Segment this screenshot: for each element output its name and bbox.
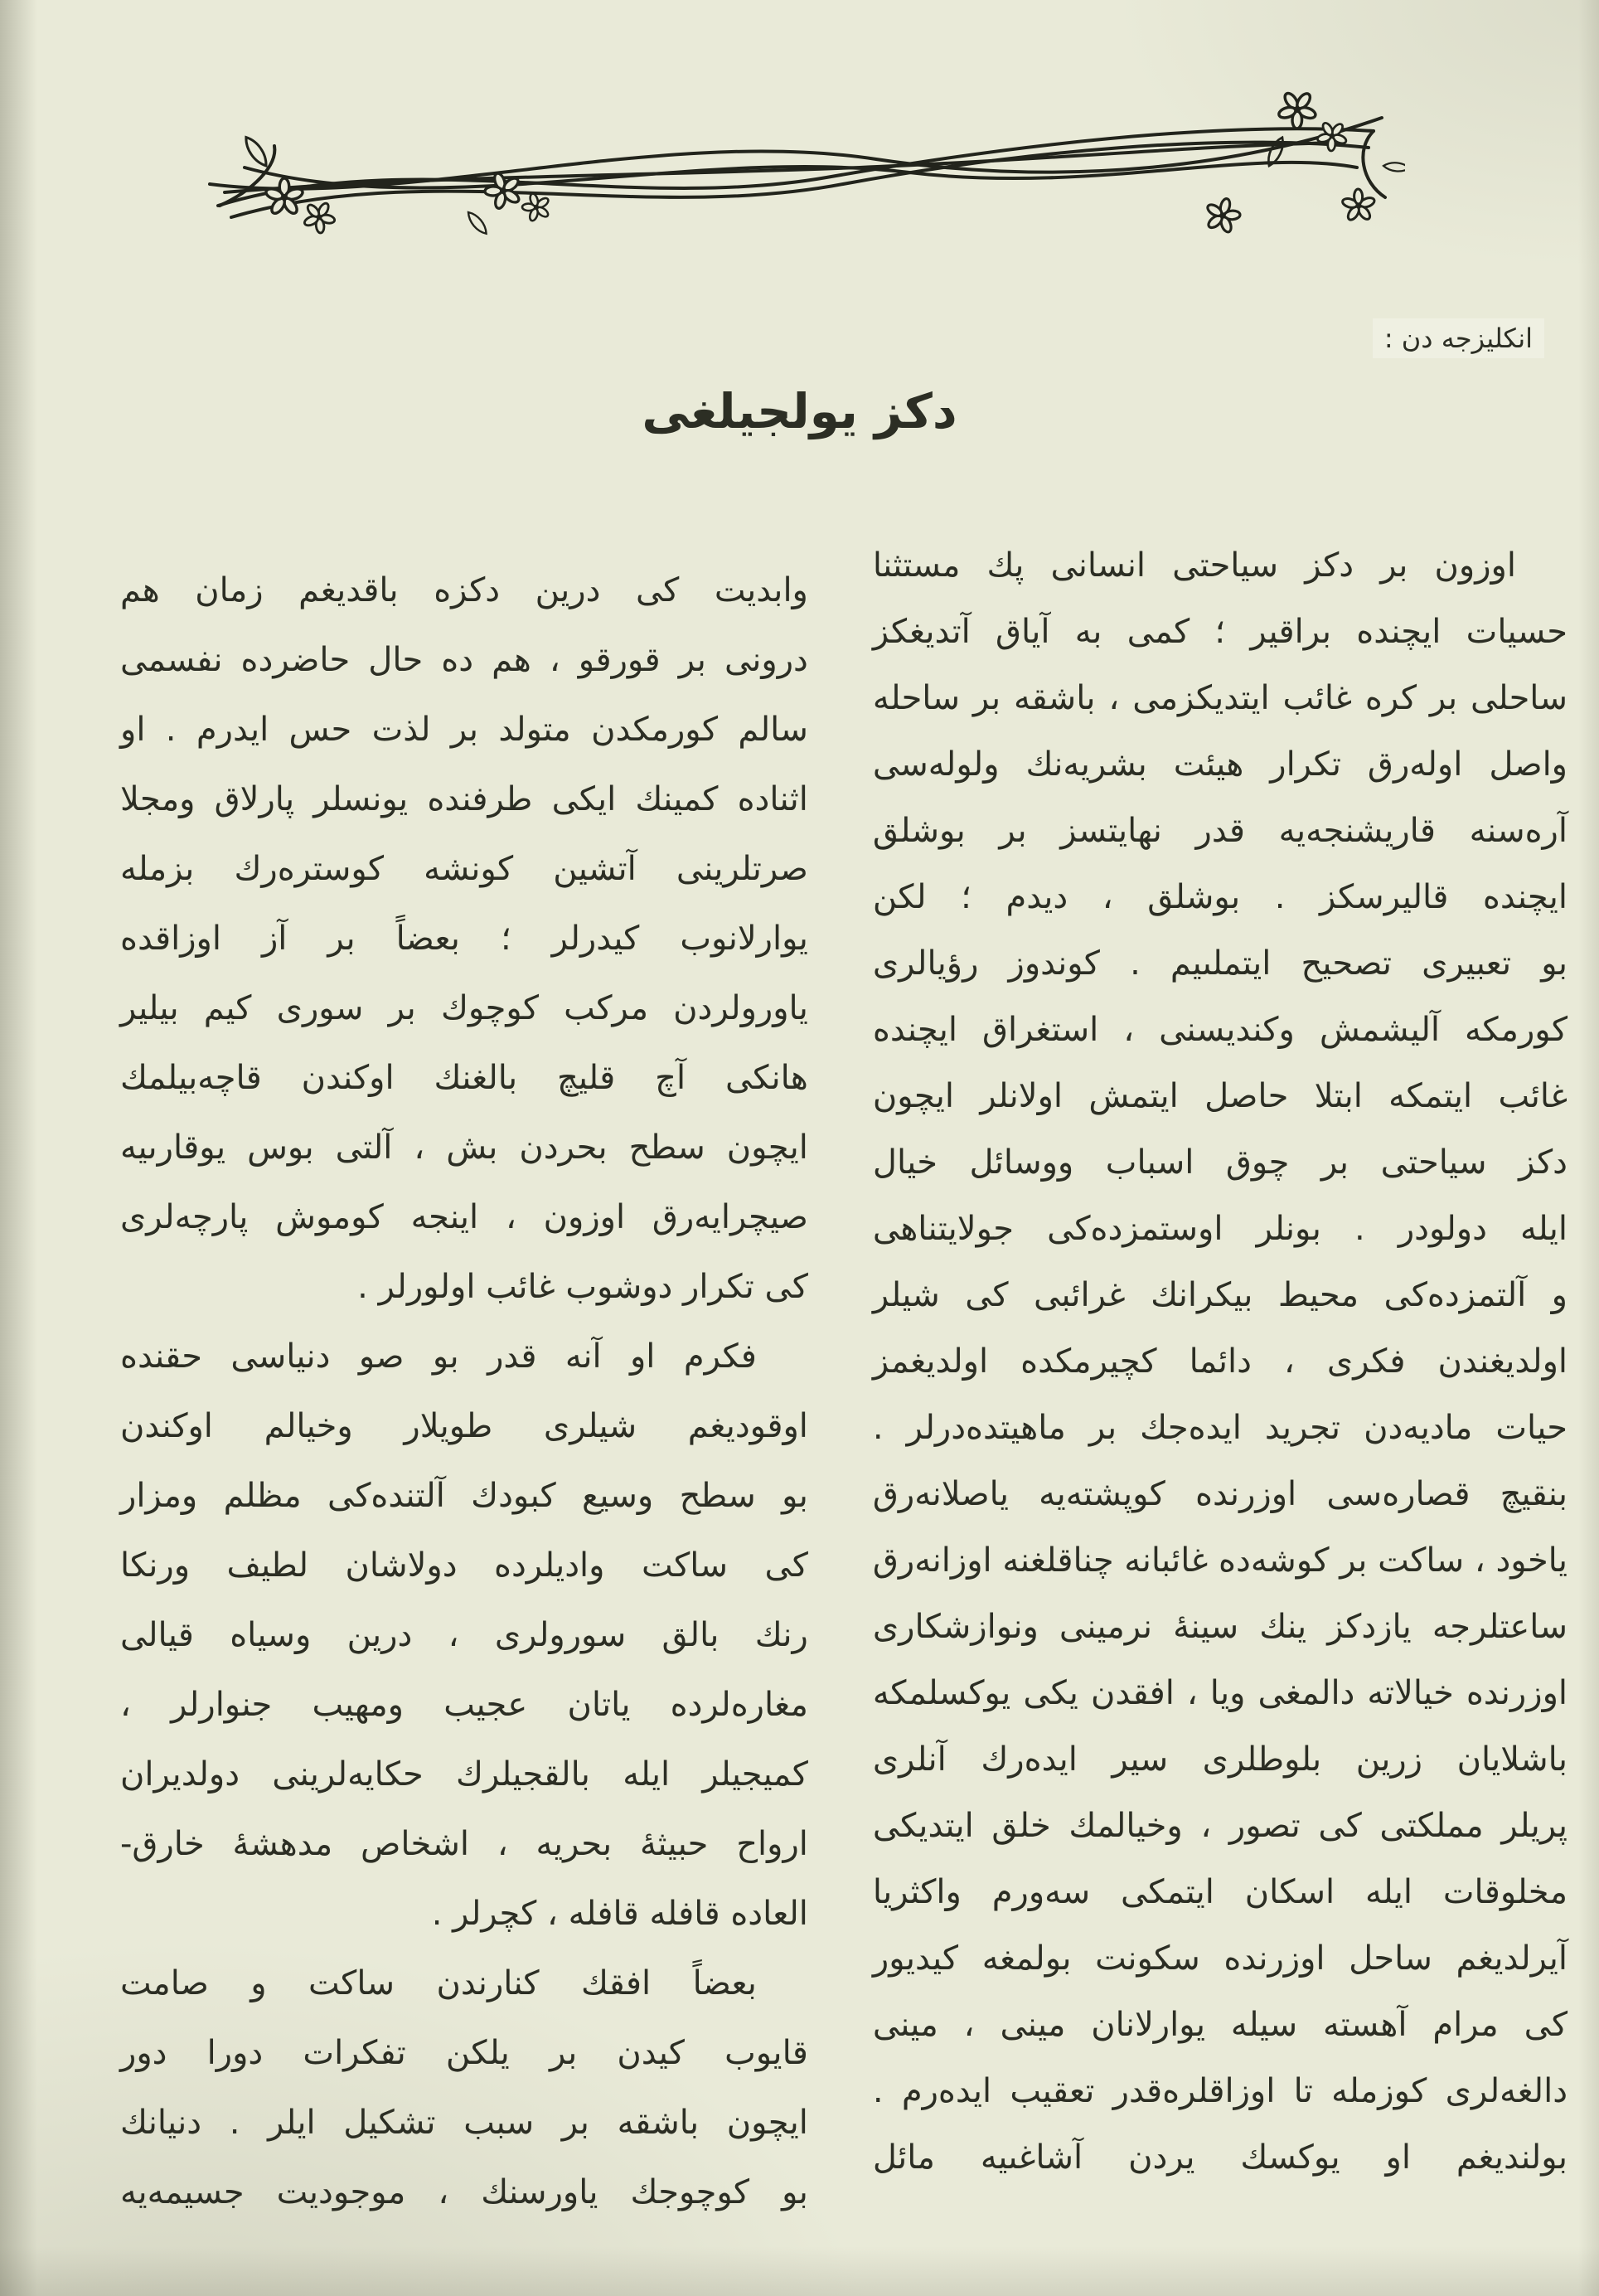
- text-line: كى ساكت واديلرده دولاشان لطيف ورنكا: [120, 1546, 808, 1585]
- text-line: هانكى آچ قليچ بالغنك اوكندن قاچەبيلمك: [120, 1059, 808, 1097]
- text-line: بو تعبيرى تصحيح ايتملىيم . كوندوز رؤيالرى: [872, 944, 1568, 983]
- text-line: بعضاً افقك كنارندن ساكت و صامت: [120, 1964, 757, 2002]
- text-line: ايچنده قاليرسكز . بوشلق ، ديدم ؛ لكن: [872, 878, 1568, 916]
- text-line: صيچرايەرق اوزون ، اينجه كوموش پارچەلرى: [120, 1198, 808, 1236]
- text-line: كى مرام آهسته سيله يوارلانان مينى ، مينى: [872, 2006, 1568, 2044]
- text-line: ايچون سطح بحردن بش ، آلتى بوس يوقارىيه: [120, 1129, 808, 1167]
- text-line: اوزون بر دكز سياحتى انسانى پك مستثنا: [872, 546, 1516, 585]
- floral-ornament: [195, 66, 1405, 265]
- text-line: پريلر مملكتى كى تصور ، وخيالمك خلق ايتديكى: [872, 1807, 1568, 1845]
- text-line: بنقيچ قصارەسى اوزرنده كوپشتەيه ياصلانەرق: [872, 1475, 1568, 1513]
- text-line: كورمكه آليشمش وكنديسنى ، استغراق ايچنده: [872, 1011, 1568, 1049]
- floral-branch-icon: [195, 66, 1405, 265]
- text-line: دالغەلرى كوزمله تا اوزاقلرەقدر تعقيب ايدەرم .: [872, 2072, 1568, 2110]
- text-line: واصل اولەرق تكرار هيئت بشريەنك ولولەسى: [872, 745, 1568, 784]
- text-line: رنك بالق سورولرى ، درين وسياه قيالى: [120, 1616, 808, 1654]
- text-columns: [120, 532, 1568, 2227]
- header-note: انكليزجه دن :: [1373, 318, 1544, 358]
- text-line: اولديغندن فكرى ، دائما كچيرمكده اولديغمز: [872, 1342, 1568, 1381]
- text-line: كميجيلر ايله بالقجيلرك حكايەلرينى دولديران: [120, 1755, 808, 1794]
- page-title: دكز يولجيلغى: [642, 383, 957, 439]
- text-line: ارواح حبيثۀ بحريه ، اشخاص مدهشۀ خارق-: [120, 1825, 808, 1863]
- text-line: فكرم او آنه قدر بو صو دنياسى حقنده: [120, 1337, 757, 1376]
- text-line: باشلايان زرين بلوطلرى سير ايدەرك آنلرى: [872, 1740, 1568, 1779]
- text-line: حيات ماديەدن تجريد ايدەجك بر ماهيتدەدرلر .: [872, 1409, 1568, 1447]
- text-line: بو سطح وسيع كبودك آلتندەكى مظلم ومزار: [120, 1477, 808, 1515]
- left-column: [120, 556, 808, 2227]
- text-line: العاده قافله قافله ، كچرلر .: [431, 1895, 808, 1933]
- text-line: بولنديغم او يوكسك يردن آشاغىيه مائل: [872, 2138, 1568, 2177]
- text-line: مغارەلرده ياتان عجيب ومهيب جنوارلر ،: [120, 1686, 808, 1724]
- text-line: ساحلى بر كره غائب ايتديكزمى ، باشقه بر ساحله: [872, 679, 1568, 717]
- text-line: دكز سياحتى بر چوق اسباب ووسائل خيال: [872, 1143, 1568, 1182]
- text-line: مخلوقات ايله اسكان ايتمكى سەورم واكثريا: [872, 1873, 1568, 1911]
- text-line: اوزرنده خيالاته دالمغى ويا ، افقدن يكى يوكسلمكه: [872, 1674, 1568, 1712]
- text-line: ياورولردن مركب كوچوك بر سورى كيم بيلير: [120, 989, 808, 1027]
- text-line: وابديت كى درين دكزه باقديغم زمان هم: [120, 571, 808, 609]
- text-line: درونى بر قورقو ، هم ده حال حاضرده نفسمى: [120, 641, 808, 679]
- text-line: سالم كورمكدن متولد بر لذت حس ايدرم . او: [120, 711, 808, 749]
- text-line: غائب ايتمكه ابتلا حاصل ايتمش اولانلر ايچون: [872, 1077, 1568, 1115]
- text-line: حسيات ايچنده براقير ؛ كمى به آياق آتديغكز: [872, 613, 1568, 651]
- text-line: ياخود ، ساكت بر كوشەده غائبانه چناقلغنه اوزانەرق: [872, 1541, 1568, 1580]
- text-line: ايچون باشقه بر سبب تشكيل ايلر . دنيانك: [120, 2104, 808, 2142]
- right-column: [873, 532, 1568, 2227]
- text-line: صرتلرينى آتشين كونشه كوسترەرك بزمله: [120, 850, 808, 888]
- text-line: اثناده كمينك ايكى طرفنده يونسلر پارلاق ومجلا: [120, 780, 808, 818]
- text-line: آيرلديغم ساحل اوزرنده سكونت بولمغه كيديور: [872, 1939, 1568, 1978]
- text-line: اوقوديغم شيلرى طويلار وخيالم اوكندن: [120, 1407, 808, 1445]
- text-line: كى تكرار دوشوب غائب اولورلر .: [357, 1268, 808, 1306]
- text-line: قايوب كيدن بر يلكن تفكرات دورا دور: [120, 2034, 808, 2072]
- text-line: بو كوچوجك ياورسنك ، موجوديت جسيمەيه: [120, 2173, 808, 2211]
- text-line: و آلتمزدەكى محيط بيكرانك غرائبى كى شيلر: [872, 1276, 1568, 1314]
- text-line: آرەسنه قاريشنجەيه قدر نهايتسز بر بوشلق: [872, 812, 1568, 850]
- text-line: يوارلانوب كيدرلر ؛ بعضاً بر آز اوزاقده: [120, 920, 808, 958]
- text-line: ساعتلرجه يازدكز ينك سينۀ نرمينى ونوازشكارى: [872, 1608, 1568, 1646]
- text-line: ايله دولودر . بونلر اوستمزدەكى جولايتناهى: [872, 1210, 1568, 1248]
